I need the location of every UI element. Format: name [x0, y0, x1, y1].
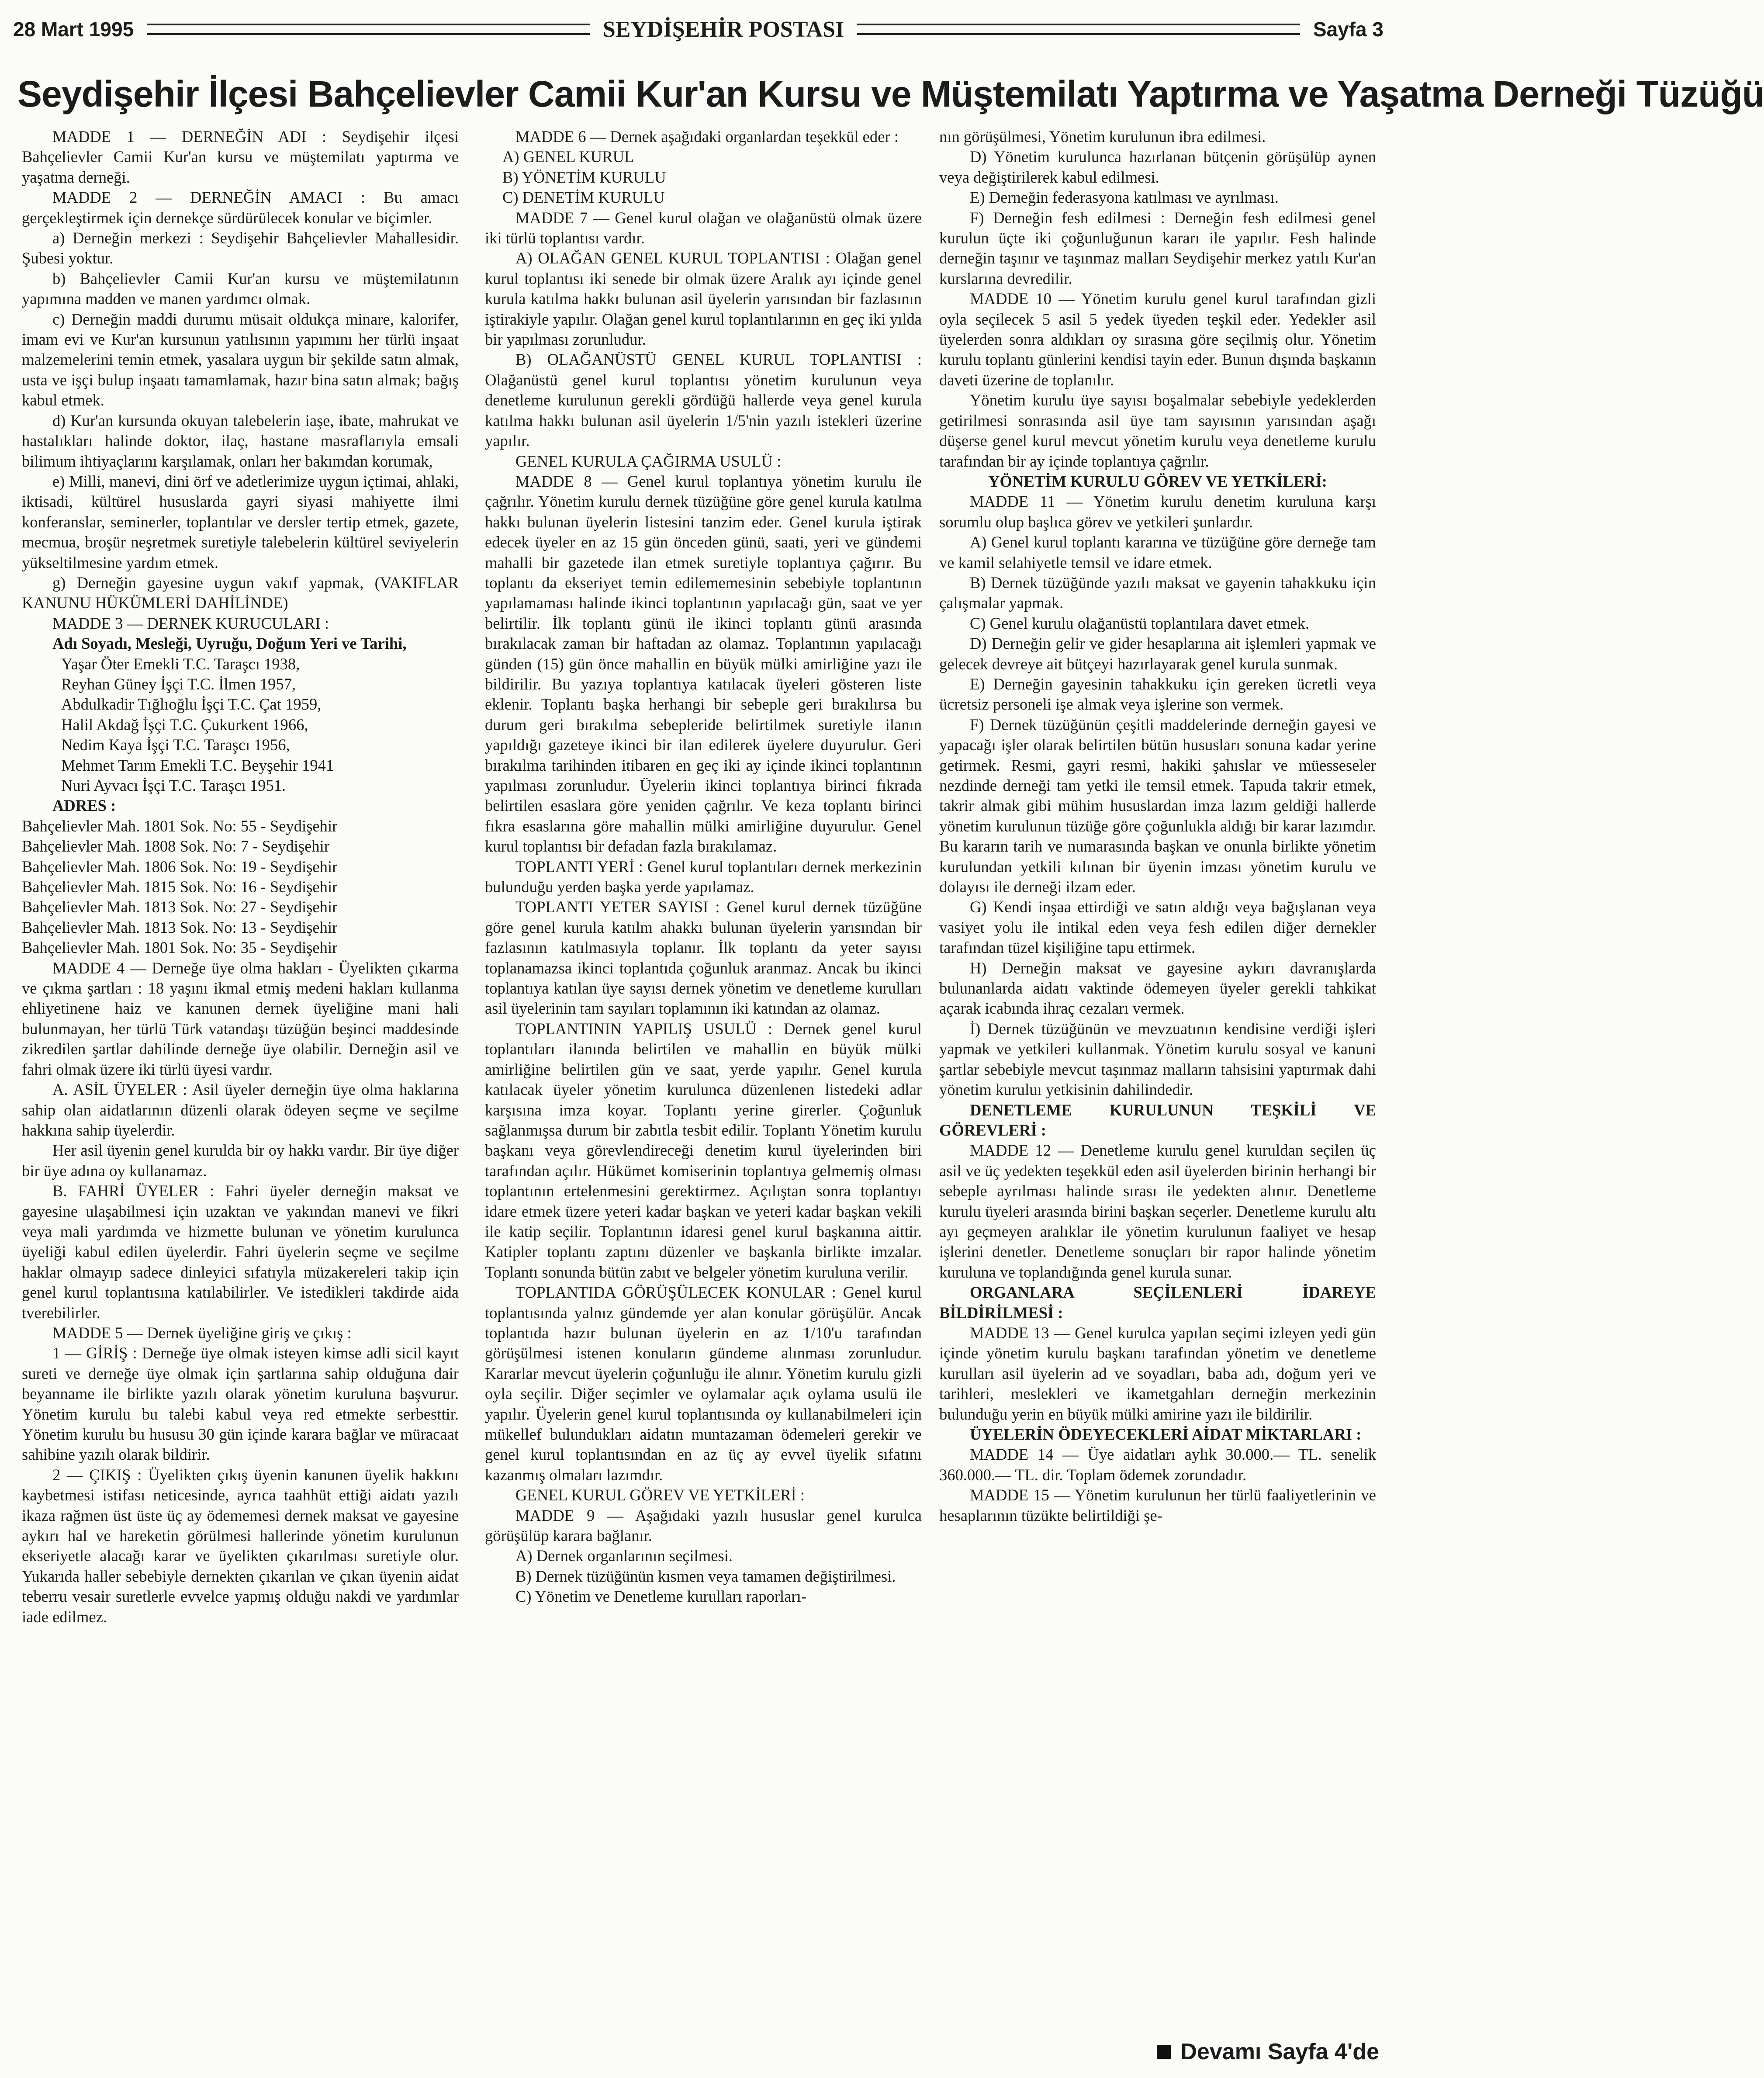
paragraph: G) Kendi inşaa ettirdiği ve satın aldığı veya bağışlanan veya vasiyet yolu ile intikal eden veya fesh edilen diğer dernekler tarafından tüzel kişiliğine tapu ettirmek. — [939, 898, 1376, 957]
paragraph: MADDE 8 — Genel kurul toplantıya yönetim kurulu ile çağrılır. Yönetim kurulu dernek tüzüğüne göre genel kurula katılma hakkı bulunan üyelerin listesini tanzim eder. Genel kurula iştirak edecek üyeler en az 15 gün önceden günü, saati, yeri ve gündemi mahalli bir gazetede ilan etmek suretiyle toplantıya çağırır. Bu toplantı da ekseriyet temin edilememesinin sebebiyle toplantının yapılamaması halinde ikinci toplantının yapılacağı gün, saat ve yer belirtilir. İlk toplantı günü ile ikinci toplantı günü arasında bırakılacak zaman bir haftadan az olamaz. Toplantının yapılacağı günden (15) gün önce mahallin en büyük mülki amirliğine yazı ile bildirilir. Bu yazıya toplantıya katılacak üyeleri gösteren liste eklenir. Toplantı başka herhangi bir sebeple geri bırakılırsa bu durum geri bırakılma sebepleride belirtilmek suretiyle ilanın yapıldığı gazeteye ikinci bir ilan edilerek üyelere duyurulur. Geri bırakılma tarihinden itibaren en geç iki ay içinde ikinci toplantının yapılması zorunludur. Üyelerin ikinci toplantıya birinci fıkrada belirtilen esaslara göre yeniden çağrılır. Ve keza toplantı birinci fıkra esaslarına göre mahallin mülki amirliğine duyurulur. Genel kurul toplantısı bir defadan fazla bırakılamaz. — [485, 472, 922, 855]
list-item: Bahçelievler Mah. 1813 Sok. No: 13 - Seydişehir — [22, 918, 338, 936]
masthead — [13, 10, 1384, 49]
paragraph: A) OLAĞAN GENEL KURUL TOPLANTISI : Olağan genel kurul toplantısı iki senede bir olmak üzere Aralık ayı içinde genel kurula katılma hakkı bulunan asil üyelerin yarısından bir fazlasının iştirakiyle yapılır. Olağan genel kurul toplantılarının en geç iki yılda bir yapılması zorunludur. — [485, 249, 922, 349]
paragraph: Her asil üyenin genel kurulda bir oy hakkı vardır. Bir üye diğer bir üye adına oy kullanamaz. — [22, 1141, 459, 1180]
paragraph: 2 — ÇIKIŞ : Üyelikten çıkış üyenin kanunen üyelik hakkını kaybetmesi istifası neticesinde, ayrıca taahhüt ettiği aidatı yazılı ikaza rağmen üst üste üç ay ödememesi dernek maksat ve gayesine aykırı hal ve hareketin görülmesi hallerinde yönetim kurulunun ekseriyetle alacağı karar ve üyelikten çıkarılması suretiyle olur. Yukarıda haller sebebiyle dernekten çıkarılan ve çıkan üyenin aidat teberru vesair suretlerle evvelce yapmış olduğu nakdi ve yardımlar iade edilmez. — [22, 1465, 459, 1626]
paragraph: TOPLANTI YETER SAYISI : Genel kurul dernek tüzüğüne göre genel kurula katılm ahakkı bulunan üyelerin yarısından bir fazlasının katılmasıyla toplanır. İlk toplantı da yeter sayısı toplanamazsa ikinci toplantıda çoğunluk aranmaz. Ancak bu ikinci toplantıya katılan üye sayısı dernek yönetim ve denetleme kurulları asil üyelerinin tam sayıları toplamının iki katından az olamaz. — [485, 898, 922, 1018]
address-list — [22, 816, 459, 958]
section-heading: GENEL KURUL GÖREV VE YETKİLERİ : — [515, 1486, 805, 1504]
paragraph: TOPLANTI YERİ : Genel kurul toplantıları dernek merkezinin bulunduğu yerden başka yerde yapılamaz. — [485, 857, 922, 896]
paragraph: MADDE 6 — Dernek aşağıdaki organlardan teşekkül eder : — [515, 128, 899, 145]
paragraph: d) Kur'an kursunda okuyan talebelerin iaşe, ibate, mahrukat ve hastalıkları halinde doktor, ilaç, hastane masraflarıyla emsali bilimum ihtiyaçlarını karşılamak, onları her bakımdan korumak, — [22, 411, 459, 470]
paragraph: B) Dernek tüzüğünde yazılı maksat ve gayenin tahakkuku için çalışmalar yapmak. — [939, 573, 1376, 612]
paragraph: F) Derneğin fesh edilmesi : Derneğin fesh edilmesi genel kurulun üçte iki çoğunluğunun kararı ile yapılır. Fesh halinde derneğin taşınır ve taşınmaz malları Seydişehir merkez yatılı Kur'an kurslarına devredilir. — [939, 208, 1376, 287]
list-item: Nedim Kaya İşçi T.C. Taraşcı 1956, — [61, 736, 290, 754]
list-item: Bahçelievler Mah. 1801 Sok. No: 35 - Seydişehir — [22, 939, 338, 957]
paragraph: D) Yönetim kurulunca hazırlanan bütçenin görüşülüp aynen veya değiştirilerek kabul edilmesi. — [939, 148, 1376, 186]
list-item: Abdulkadir Tığlıoğlu İşçi T.C. Çat 1959, — [61, 695, 322, 713]
paragraph: A) Genel kurul toplantı kararına ve tüzüğüne göre derneğe tam ve kamil selahiyetle temsil ve idare etmek. — [939, 533, 1376, 571]
paragraph: TOPLANTININ YAPILIŞ USULÜ : Dernek genel kurul toplantıları ilanında belirtilen ve mahallin en büyük mülki amirliğine belirtilen gün ve saat, yerde yapılır. Genel kurula katılacak üyeler yönetim kurulunca düzenlenen listedeki adlar karşısına imza koyar. Toplantı yerine girerler. Çoğunluk sağlanmışsa durum bir zabıtla tesbit edilir. Toplantı Yönetim kurulu başkanı veya görevlendireceği denetim kurul üyelerinden biri tarafından açılır. Hükümet komiserinin toplantıya gelmemiş olması toplantının ertelenmesini gerektirmez. Açılıştan sonra toplantıyı idare etmek üzere yeteri kadar başkan ve yeteri kadar başkan vekili ile katip seçilir. Toplantının idaresi genel kurul başkanına aittir. Katipler toplantı zaptını düzenler ve başkanla birlikte imzalar. Toplantı sonunda bütün zabıt ve belgeler yönetim kuruluna verilir. — [485, 1019, 922, 1281]
paragraph: A. ASİL ÜYELER : Asil üyeler derneğin üye olma haklarına sahip olan aidatlarının düzenli olarak ödeyen seçme ve seçilme hakkına sahip üyelerdir. — [22, 1081, 459, 1139]
paragraph: E) Derneğin federasyona katılması ve ayrılması. — [970, 188, 1279, 207]
paragraph: b) Bahçelievler Camii Kur'an kursu ve müştemilatının yapımına madden ve manen yardımcı olmak. — [22, 269, 459, 308]
section-heading: ÜYELERİN ÖDEYECEKLERİ AİDAT MİKTARLARI : — [970, 1425, 1362, 1443]
article-column-2 — [485, 127, 922, 2062]
paragraph: B) Dernek tüzüğünün kısmen veya tamamen değiştirilmesi. — [515, 1567, 896, 1585]
paragraph: MADDE 4 — Derneğe üye olma hakları - Üyelikten çıkarma ve çıkma şartları : 18 yaşını ikmal etmiş medeni hakları kullanma ehliyetinene haiz ve kanunen dernek üyeliğine mani hali bulunmayan, her türlü Türk vatandaşı tüzüğün beşinci maddesinde zikredilen şartlar dahilinde derneğe üye olabilir. Derneğin asil ve fahri olmak üzere iki türlü üyesi vardır. — [22, 959, 459, 1078]
list-item: B) YÖNETİM KURULU — [502, 168, 666, 186]
article-column-3 — [939, 127, 1376, 2062]
list-item: Reyhan Güney İşçi T.C. İlmen 1957, — [61, 675, 296, 693]
section-heading: DENETLEME KURULUNUN TEŞKİLİ VE GÖREVLERİ : — [939, 1101, 1376, 1139]
paragraph: Yönetim kurulu üye sayısı boşalmalar sebebiyle yedeklerden getirilmesi sonrasında asil üye tam sayısının yarısından aşağı düşerse genel kurul mevcut yönetim kurulu veya denetleme kurulu tarafından bir ay içinde toplantıya çağrılır. — [939, 391, 1376, 470]
paragraph: e) Milli, manevi, dini örf ve adetlerimize uygun içtimai, ahlaki, iktisadi, kültürel hususlarda gayri siyasi mahiyette ilmi konferanslar, seminerler, toplantılar ve dersler tertip etmek, gazete, mecmua, broşür neşretmek suretiyle talebelerin kültürel seviyelerin yükseltilmesine yardım etmek. — [22, 472, 459, 571]
paragraph: nın görüşülmesi, Yönetim kurulunun ibra edilmesi. — [939, 128, 1266, 145]
paragraph: MADDE 15 — Yönetim kurulunun her türlü faaliyetlerinin ve hesaplarının tüzükte belirtildiği şe- — [939, 1486, 1376, 1524]
paragraph: MADDE 14 — Üye aidatları aylık 30.000.— TL. senelik 360.000.— TL. dir. Toplam ödemek zorundadır. — [939, 1445, 1376, 1484]
list-item: Halil Akdağ İşçi T.C. Çukurkent 1966, — [61, 715, 308, 734]
paragraph: TOPLANTIDA GÖRÜŞÜLECEK KONULAR : Genel kurul toplantısında yalnız gündemde yer alan konular görüşülür. Ancak toplantıda hazır bulunan üyelerin en az 1/10'u tarafından görüşülmesi istenen konuların gündeme alınması zorunludur. Kararlar mevcut üyelerin çoğunluğu ile alınır. Yönetim kurulu gizli oyla seçilir. Diğer seçimler ve oylamalar açık oylama usulü ile yapılır. Üyelerin genel kurul toplantısında oy kullanabilmeleri için mükellef bulundukları aidatın muntazaman ödemeleri gerekir ve genel kurul toplantısından en az üç ay evvel üyelik sıfatını kazanmış olmaları lazımdır. — [485, 1283, 922, 1484]
list-item: Nuri Ayvacı İşçi T.C. Taraşcı 1951. — [61, 776, 286, 794]
paragraph: 1 — GİRİŞ : Derneğe üye olmak isteyen kimse adli sicil kayıt sureti ve derneğe üye olmak için şartlarına sahip olduğuna dair beyanname ile birlikte yazılı olarak yönetim kuruluna başvurur. Yönetim kurulu bu talebi kabul veya red etmekte serbesttir. Yönetim kurulu bu hususu 30 gün içinde karara bağlar ve müracaat sahibine yazılı olarak bildirir. — [22, 1344, 459, 1464]
paragraph: MADDE 10 — Yönetim kurulu genel kurul tarafından gizli oyla seçilecek 5 asil 5 yedek üyeden teşkil eder. Yedekler asil üyelerden sonra aldıkları oy sırasına göre seçilmiş olur. Yönetim kurulu toplantı günlerini kendisi tayin eder. Bunun dışında başkanın daveti üzerine de toplanılır. — [939, 290, 1376, 389]
continued-notice — [1157, 2039, 1379, 2065]
section-heading: ORGANLARA SEÇİLENLERİ İDAREYE BİLDİRİLMESİ : — [939, 1283, 1376, 1322]
list-item: Bahçelievler Mah. 1808 Sok. No: 7 - Seydişehir — [22, 837, 330, 855]
paragraph: MADDE 13 — Genel kurulca yapılan seçimi izleyen yedi gün içinde yönetim kurulu başkanı tarafından yönetim ve denetleme kurulları asil üyelerin ad ve soyadları, baba adı, doğum yeri ve tarihleri, meslekleri ve ikametgahları derneğin merkezinin bulunduğu yerin en büyük mülki amirine yazı ile bildirilir. — [939, 1323, 1376, 1423]
paragraph: C) Genel kurulu olağanüstü toplantılara davet etmek. — [970, 614, 1310, 632]
address-heading: ADRES : — [52, 797, 116, 815]
section-heading: GENEL KURULA ÇAĞIRMA USULÜ : — [515, 452, 782, 470]
list-item: Mehmet Tarım Emekli T.C. Beyşehir 1941 — [61, 756, 334, 774]
paragraph: D) Derneğin gelir ve gider hesaplarına ait işlemleri yapmak ve gelecek devreye ait bütçeyi hazırlayarak genel kurula sunmak. — [939, 634, 1376, 673]
masthead-rule-left — [147, 24, 590, 35]
list-item: Bahçelievler Mah. 1806 Sok. No: 19 - Seydişehir — [22, 857, 338, 876]
paragraph: c) Derneğin maddi durumu müsait oldukça minare, kalorifer, imam evi ve Kur'an kursunun yatılısının yapımını her türlü inşaat malzemelerini temin etmek, yasalara uygun bir şekilde satın almak, usta ve işçi bulup inşaatı tamamlamak, hazır bina satın almak; bağış kabul etmek. — [22, 310, 459, 409]
paragraph: İ) Dernek tüzüğünün ve mevzuatının kendisine verdiği işleri yapmak ve yetkileri kullanmak. Yönetim kurulu sosyal ve kanuni şartlar sebebiyle mevcut taşınmaz malların tahsisini yaptırmak dahi yönetim kuruluı yetkisinin dahilindedir. — [939, 1019, 1376, 1099]
list-item: Yaşar Öter Emekli T.C. Taraşcı 1938, — [61, 655, 300, 673]
paragraph: A) Dernek organlarının seçilmesi. — [515, 1547, 733, 1565]
paragraph: H) Derneğin maksat ve gayesine aykırı davranışlarda bulunanlarda aidatı vaktinde ödemeyen üyeler gerekli tahkikat açarak icabında ihraç cezaları vermek. — [939, 959, 1376, 1018]
paragraph: E) Derneğin gayesinin tahakkuku için gereken ücretli veya ücretsiz personeli işe almak veya işlerine son vermek. — [939, 675, 1376, 713]
paragraph: B) OLAĞANÜSTÜ GENEL KURUL TOPLANTISI : Olağanüstü genel kurul toplantısı yönetim kurulunun veya denetleme kurulunun gerekli gördüğü hallerde veya genel kurula katılma hakkı bulunan asil üyelerin 1/5'nin yazılı istekleri üzerine yapılır. — [485, 350, 922, 450]
paragraph: MADDE 11 — Yönetim kurulu denetim kuruluna karşı sorumlu olup başlıca görev ve yetkileri şunlardır. — [939, 492, 1376, 531]
paragraph: C) Yönetim ve Denetleme kurulları raporları- — [515, 1587, 806, 1606]
section-heading: YÖNETİM KURULU GÖREV VE YETKİLERİ: — [988, 472, 1327, 490]
page-number: Sayfa 3 — [1313, 18, 1384, 41]
list-item: Bahçelievler Mah. 1815 Sok. No: 16 - Seydişehir — [22, 878, 338, 896]
paragraph: MADDE 7 — Genel kurul olağan ve olağanüstü olmak üzere iki türlü toplantısı vardır. — [485, 208, 922, 247]
paper-name: SEYDİŞEHİR POSTASI — [602, 17, 844, 42]
founders-list — [22, 654, 459, 796]
paragraph: g) Derneğin gayesine uygun vakıf yapmak, (VAKIFLAR KANUNU HÜKÜMLERİ DAHİLİNDE) — [22, 573, 459, 612]
paragraph: a) Derneğin merkezi : Seydişehir Bahçelievler Mahallesidir. Şubesi yoktur. — [22, 229, 459, 267]
article-headline: Seydişehir İlçesi Bahçelievler Camii Kur'an Kursu ve Müştemilatı Yaptırma ve Yaşatma Derneği Tüzüğü — [17, 73, 1764, 114]
article-column-1 — [22, 127, 459, 2062]
continued-label: Devamı Sayfa 4'de — [1180, 2039, 1379, 2064]
list-item: A) GENEL KURUL — [502, 148, 634, 166]
masthead-rule-right — [857, 24, 1300, 35]
paragraph: MADDE 9 — Aşağıdaki yazılı hususlar genel kurulca görüşülüp karara bağlanır. — [485, 1506, 922, 1545]
list-item: Bahçelievler Mah. 1801 Sok. No: 55 - Seydişehir — [22, 817, 338, 835]
paragraph: MADDE 1 — DERNEĞİN ADI : Seydişehir ilçesi Bahçelievler Camii Kur'an kursu ve müştemilatı yaptırma ve yaşatma derneği. — [22, 128, 459, 186]
paragraph: MADDE 5 — Dernek üyeliğine giriş ve çıkış : — [52, 1323, 352, 1342]
list-item: Bahçelievler Mah. 1813 Sok. No: 27 - Seydişehir — [22, 898, 338, 916]
issue-date: 28 Mart 1995 — [13, 18, 134, 41]
square-bullet-icon — [1157, 2045, 1171, 2059]
section-heading: MADDE 3 — DERNEK KURUCULARI : — [52, 614, 329, 632]
paragraph: MADDE 2 — DERNEĞİN AMACI : Bu amacı gerçekleştirmek için dernekçe sürdürülecek konular ve biçimler. — [22, 188, 459, 227]
paragraph: F) Dernek tüzüğünün çeşitli maddelerinde derneğin gayesi ve yapacağı işler olarak belirtilen bütün hususları sonuna kadar yerine getirmek. Resmi, gayri resmi, hakiki şahıslar ve müesseseler nezdinde derneği tam yetki ile temsil etmek. Tapuda takrir etmek, takrir almak gibi mühim hususlardan imza lazım geldiği hallerde yönetim kurulunun tüzüğe göre çoğunlukla aldığı bir karar lazımdır. Bu kararın tarih ve numarasında başkan ve onunla birlikte yönetim kurulundan yetkili kılınan bir üyenin imzası yönetim kurulu ve dolayısı ile derneği ilzam eder. — [939, 715, 1376, 896]
paragraph: B. FAHRİ ÜYELER : Fahri üyeler derneğin maksat ve gayesine ulaşabilmesi için uzaktan ve yakından manevi ve fikri veya mali yardımda ve hizmette bulunan ve yönetim kurulunca üyeliği kabul edilen üyelerdir. Fahri üyelerin seçme ve seçilme haklar olmayıp sadece dinleyici sıfatıyla müzakereleri takip için genel kurul toplantısına katılabilirler. Ve istedikleri takdirde aida tverebilirler. — [22, 1182, 459, 1322]
list-item: C) DENETİM KURULU — [502, 188, 665, 207]
paragraph: MADDE 12 — Denetleme kurulu genel kuruldan seçilen üç asil ve üç yedekten teşekkül eden asil üyelerden birinin herhangi bir sebeple ayrılması halinde sırası ile yedekten alınır. Denetleme kurulu üyeleri arasında birini başkan seçerler. Denetleme kurulu altı ayı geçmeyen aralıklar ile yönetim kurulunun faaliyet ve hesap işlerini denetler. Denetleme sonuçları bir rapor halinde yönetim kuruluna ve toplandığında genel kurula sunar. — [939, 1141, 1376, 1281]
founders-header: Adı Soyadı, Mesleği, Uyruğu, Doğum Yeri ve Tarihi, — [52, 634, 407, 653]
